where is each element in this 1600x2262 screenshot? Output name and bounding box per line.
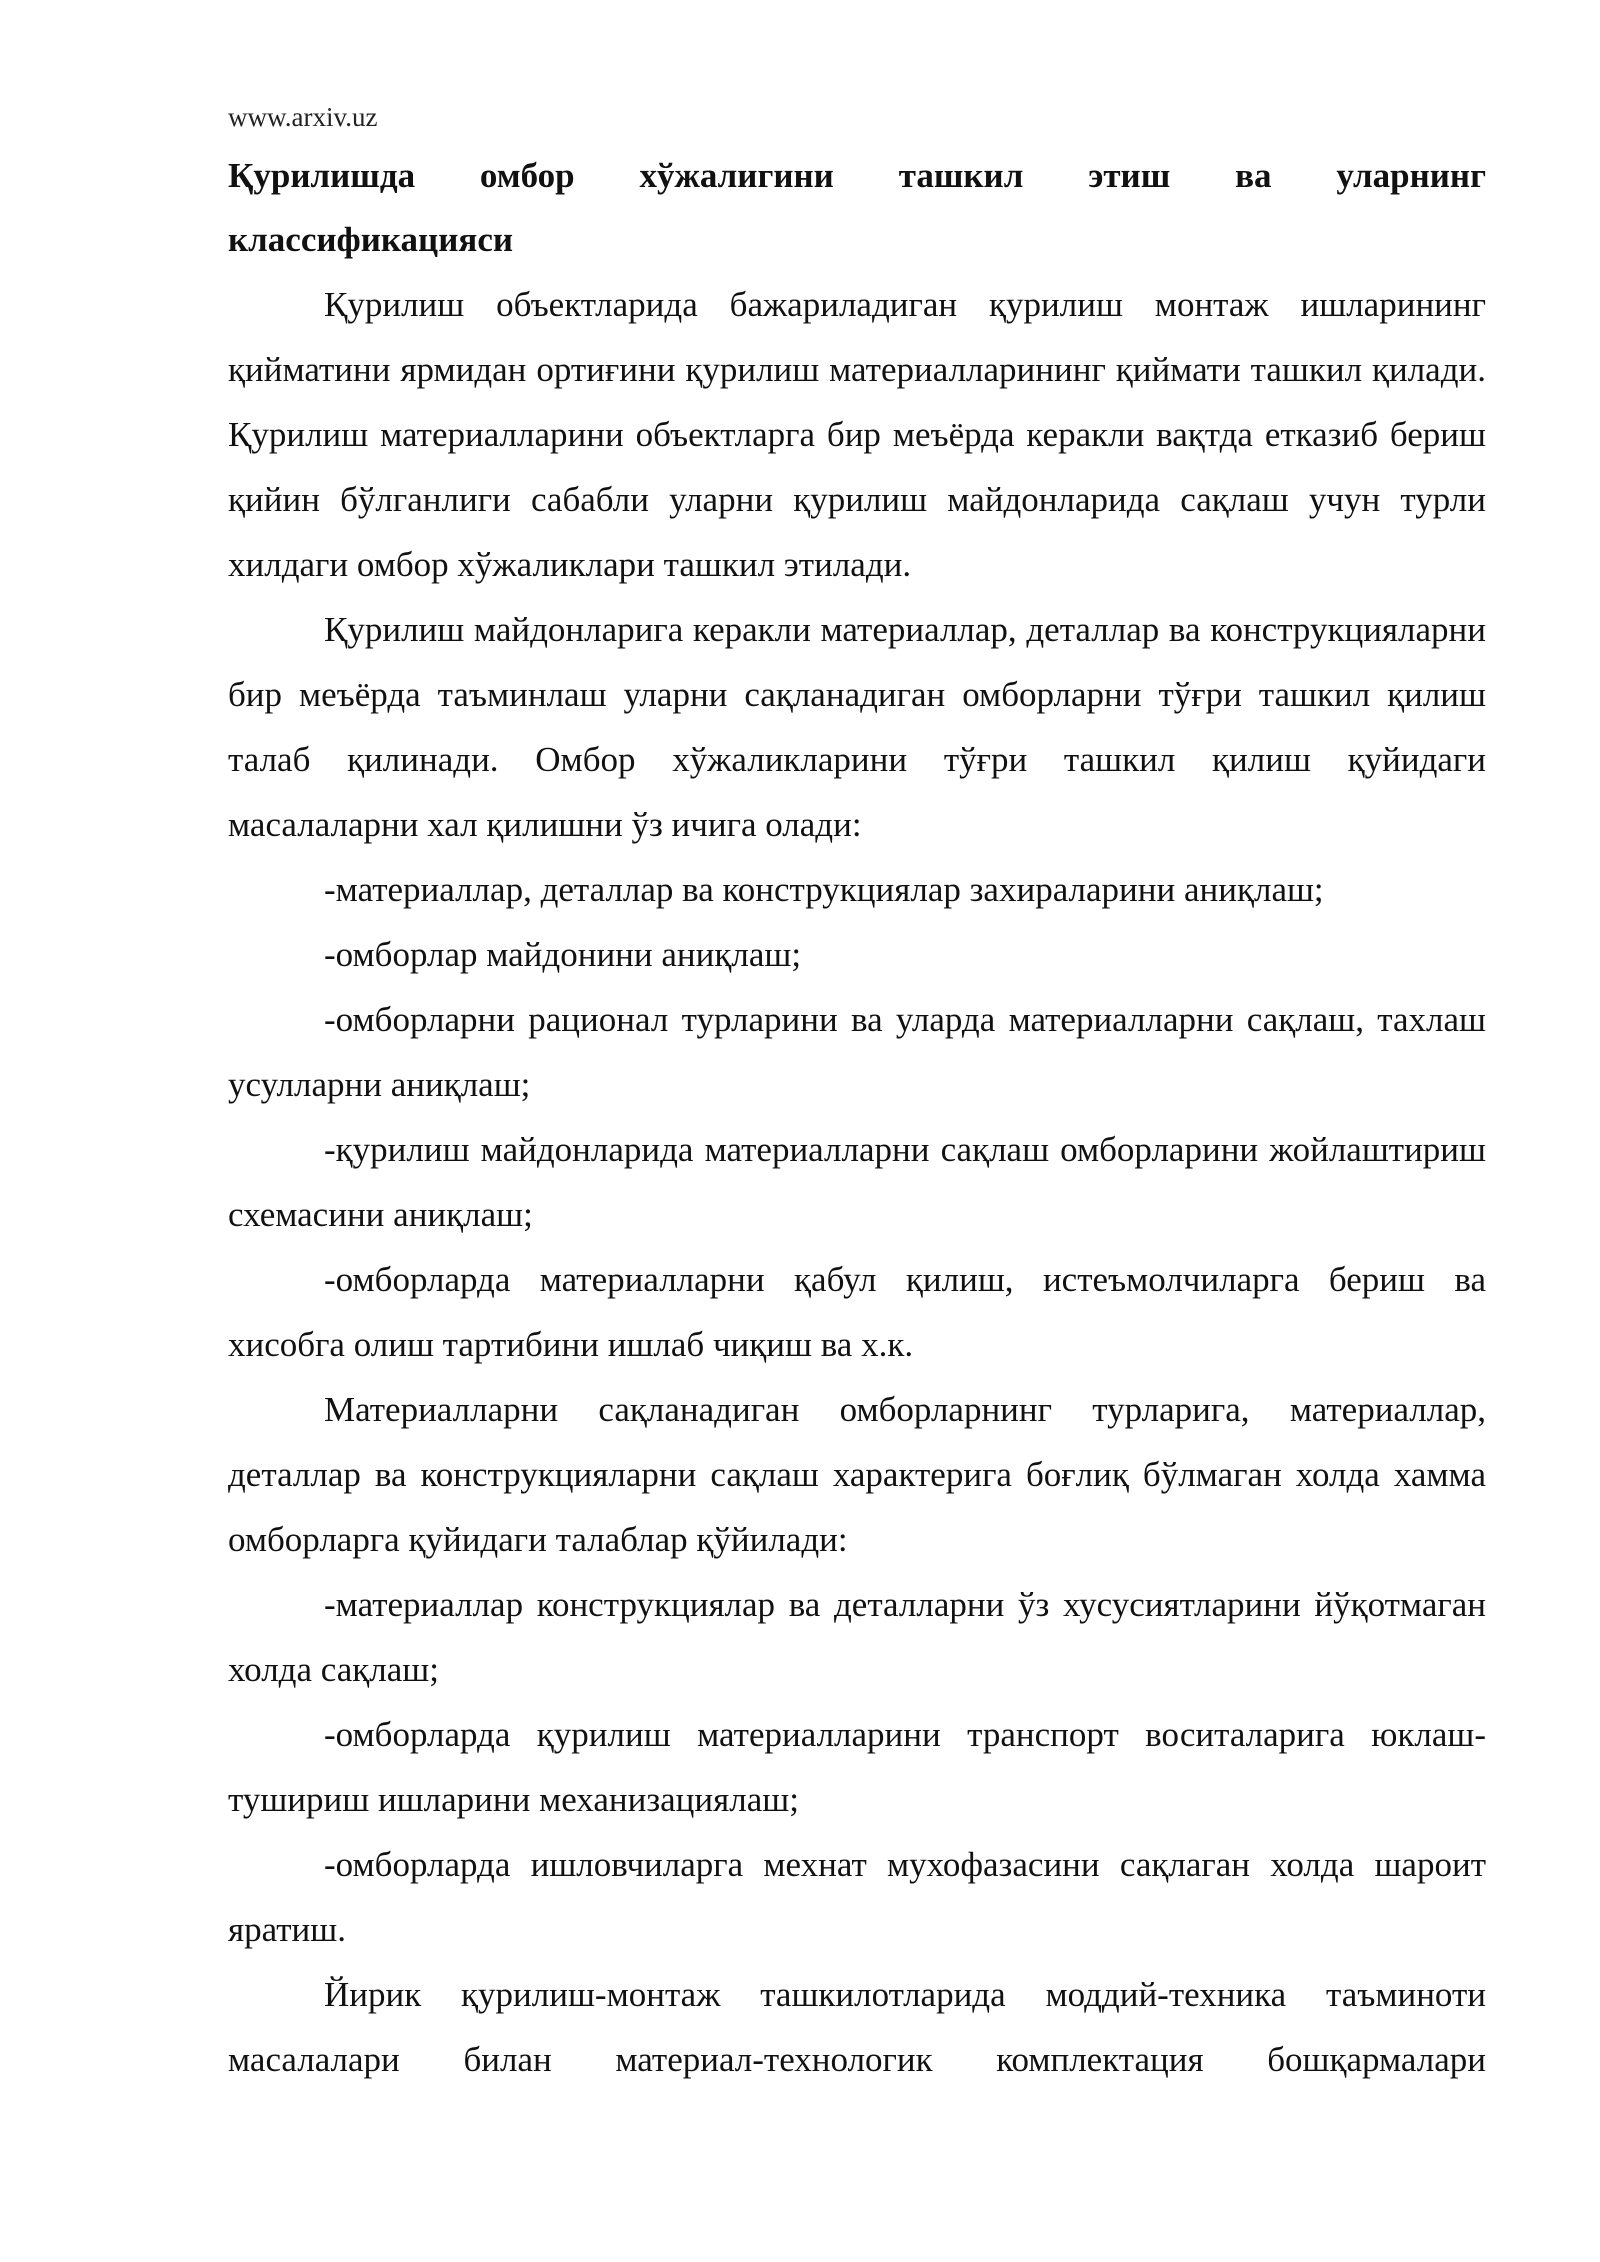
- site-url: www.arxiv.uz: [228, 102, 378, 132]
- document-body: [228, 272, 1486, 2092]
- list-item: -омборлар майдонини аниқлаш;: [324, 935, 802, 974]
- list-item: -материаллар, деталлар ва конструкциялар захираларини аниқлаш;: [324, 870, 1324, 909]
- document-title: [228, 144, 1486, 272]
- paragraph: Йирик қурилиш-монтаж ташкилотларида моддий-техника таъминоти масалалари билан материал-технологик комплектация бошқармалари: [228, 1975, 1486, 2079]
- paragraph: Қурилиш майдонларига керакли материаллар, деталлар ва конструкцияларни бир меъёрда таъминлаш уларни сақланадиган омборларни тўғри ташкил қилиш талаб қилинади. Омбор хўжаликларини тўғри ташкил қилиш қуйидаги масалаларни хал қилишни ўз ичига олади:: [228, 610, 1486, 844]
- list-item: -материаллар конструкциялар ва деталларни ўз хусусиятларини йўқотмаган холда сақлаш;: [228, 1585, 1486, 1689]
- list-item: -қурилиш майдонларида материалларни сақлаш омборларини жойлаштириш схемасини аниқлаш;: [228, 1130, 1486, 1234]
- list-item: -омборларда материалларни қабул қилиш, истеъмолчиларга бериш ва хисобга олиш тартибини ишлаб чиқиш ва х.к.: [228, 1260, 1486, 1364]
- paragraph: Материалларни сақланадиган омборларнинг турларига, материаллар, деталлар ва конструкцияларни сақлаш характерига боғлиқ бўлмаган холда хамма омборларга қуйидаги талаблар қўйилади:: [228, 1390, 1486, 1559]
- list-item: -омборларда қурилиш материалларини транспорт воситаларига юклаш-тушириш ишларини механизациялаш;: [228, 1715, 1486, 1819]
- list-item: -омборларни рационал турларини ва уларда материалларни сақлаш, тахлаш усулларни аниқлаш;: [228, 1000, 1486, 1104]
- title-line-1: Қурилишда омбор хўжалигини ташкил этиш ва уларнинг: [228, 156, 1486, 195]
- list-item: -омборларда ишловчиларга мехнат мухофазасини сақлаган холда шароит яратиш.: [228, 1845, 1486, 1949]
- document-page: [228, 92, 1486, 2092]
- paragraph: Қурилиш объектларида бажариладиган қурилиш монтаж ишларининг қийматини ярмидан ортиғини қурилиш материалларининг қиймати ташкил қилади. Қурилиш материалларини объектларга бир меъёрда керакли вақтда етказиб бериш қийин бўлганлиги сабабли уларни қурилиш майдонларида сақлаш учун турли хилдаги омбор хўжаликлари ташкил этилади.: [228, 285, 1486, 584]
- title-line-2: классификацияси: [228, 220, 514, 259]
